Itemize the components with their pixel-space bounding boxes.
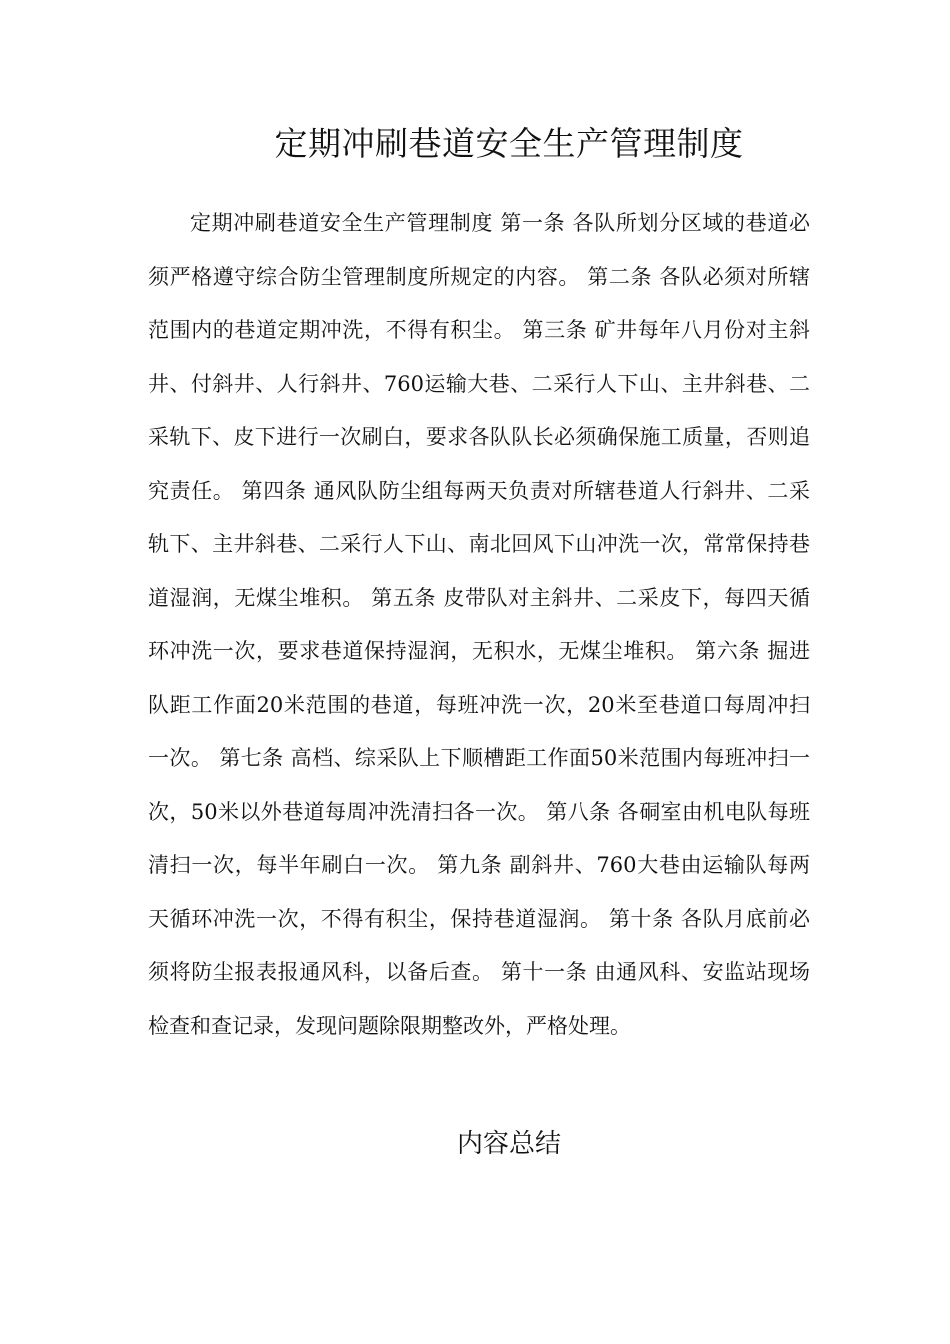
- summary-heading: 内容总结: [456, 1129, 561, 1159]
- document-body: 定期冲刷巷道安全生产管理制度 第一条 各队所划分区域的巷道必须严格遵守综合防尘管理制度所规定的内容。 第二条 各队必须对所辖范围内的巷道定期冲洗，不得有积尘。 第三条 矿井每年八月份对主斜井、付斜井、人行斜井、760运输大巷、二采行人下山、主井斜巷、二采轨下、皮下进行一次刷白，要求各队队长必须确保施工质量，否则追究责任。 第四条 通风队防尘组每两天负责对所辖巷道人行斜井、二采轨下、主井斜巷、二采行人下山、南北回风下山冲洗一次，常常保持巷道湿润，无煤尘堆积。 第五条 皮带队对主斜井、二采皮下，每四天循环冲洗一次，要求巷道保持湿润，无积水，无煤尘堆积。 第六条 掘进队距工作面20米范围的巷道，每班冲洗一次，20米至巷道口每周冲扫一次。 第七条 高档、综采队上下顺槽距工作面50米范围内每班冲扫一次，50米以外巷道每周冲洗清扫各一次。 第八条 各硐室由机电队每班清扫一次，每半年刷白一次。 第九条 副斜井、760大巷由运输队每两天循环冲洗一次，不得有积尘，保持巷道湿润。 第十条 各队月底前必须将防尘报表报通风科，以备后查。 第十一条 由通风科、安监站现场检查和查记录，发现问题除限期整改外，严格处理。: [148, 211, 810, 1038]
- document-title: 定期冲刷巷道安全生产管理制度: [274, 124, 744, 163]
